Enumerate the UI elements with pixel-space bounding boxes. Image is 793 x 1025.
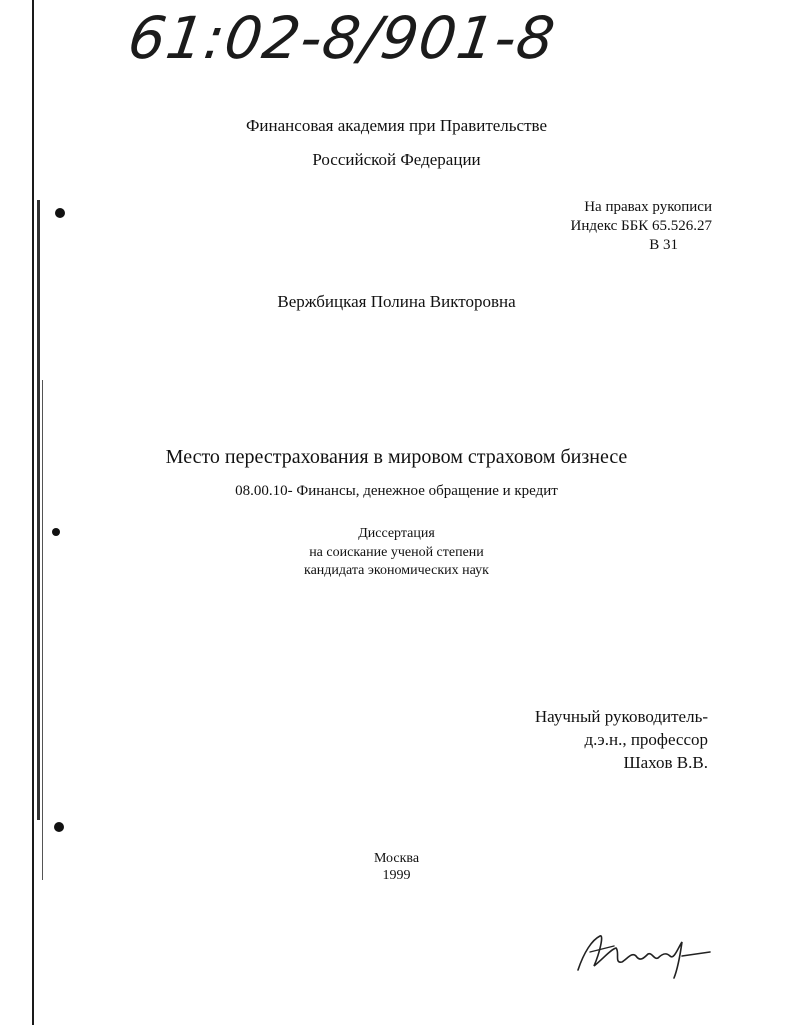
specialty-code: 08.00.10- Финансы, денежное обращение и кредит: [235, 483, 558, 499]
degree-line-3: кандидата экономических наук: [304, 563, 489, 578]
supervisor-role: Научный руководитель-: [534, 707, 708, 726]
supervisor-name: Шахов В.В.: [623, 753, 708, 772]
year: 1999: [382, 868, 411, 883]
rights-block: [540, 198, 712, 255]
catalog-code: В 31: [649, 237, 678, 253]
punch-hole-3: [54, 822, 64, 832]
institution-line-2: Российской Федерации: [312, 150, 481, 169]
author-name: Вержбицкая Полина Викторовна: [277, 292, 516, 311]
city: Москва: [373, 851, 420, 866]
punch-hole-1: [55, 208, 65, 218]
rights-line: На правах рукописи: [584, 199, 712, 215]
supervisor-degree: д.э.н., профессор: [584, 730, 708, 749]
degree-line-2: на соискание ученой степени: [309, 545, 484, 560]
degree-line-1: Диссертация: [358, 526, 435, 541]
supervisor-block: [480, 705, 708, 774]
archive-code-handwritten: 61:02-8/901-8: [124, 4, 560, 72]
institution-line-1: Финансовая академия при Правительстве: [246, 116, 547, 135]
bbk-index: Индекс ББК 65.526.27: [570, 218, 712, 234]
dissertation-title: Место перестрахования в мировом страховом бизнесе: [165, 446, 628, 468]
author-signature: [570, 922, 720, 982]
